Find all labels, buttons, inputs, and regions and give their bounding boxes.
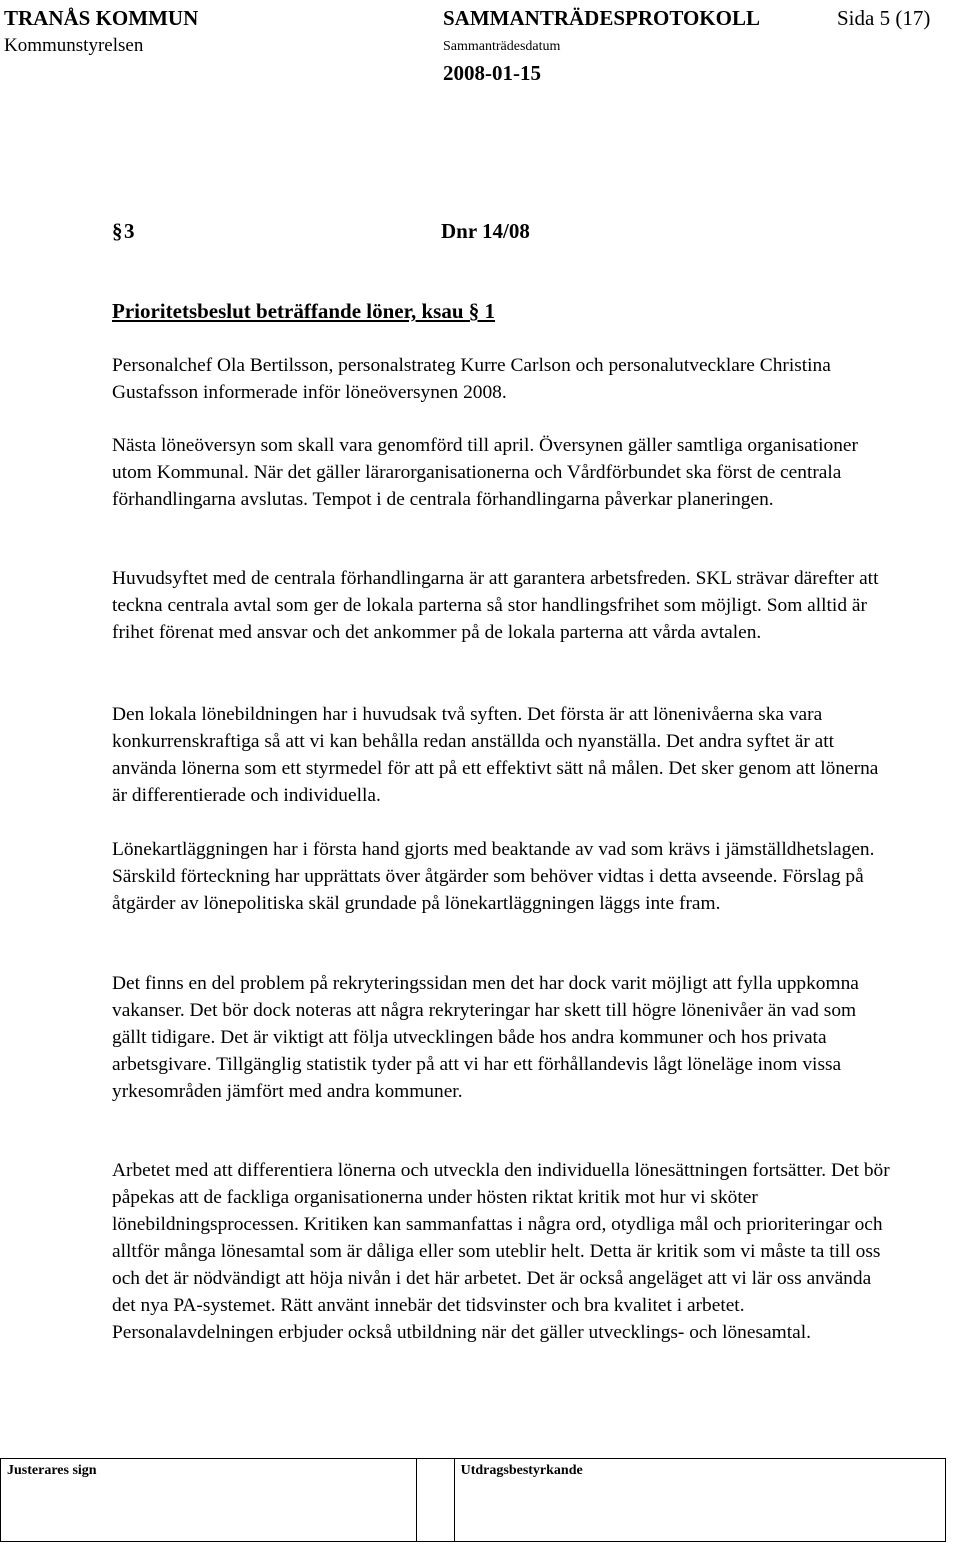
signature-spacer-cell [416,1459,454,1542]
signature-table [0,1458,946,1542]
paragraph: Personalchef Ola Bertilsson, personalstrateg Kurre Carlson och personalutvecklare Christina Gustafsson informerade inför löneöversynen 2008. [112,355,831,403]
paragraph: Lönekartläggningen har i första hand gjorts med beaktande av vad som krävs i jämställdhetslagen. Särskild förteckning har upprättats över åtgärder som behöver vidtas i detta avseende. Förslag på åtgärder av lönepolitiska skäl grundade på lönekartläggningen läggs inte fram. [112,839,875,914]
adjuster-signature-label: Justerares sign [7,1463,97,1478]
section-title: Prioritetsbeslut beträffande löner, ksau § 1 [112,299,496,323]
paragraph: Nästa löneöversyn som skall vara genomförd till april. Översynen gäller samtliga organisationer utom Kommunal. När det gäller lärarorganisationerna och Vårdförbundet ska först de centrala förhandlingarna avslutas. Tempot i de centrala förhandlingarna påverkar planeringen. [112,435,858,510]
section-symbol: § [112,219,123,243]
paragraph: Arbetet med att differentiera lönerna och utveckla den individuella lönesättningen fortsätter. Det bör påpekas att de fackliga organisationerna under hösten riktat kritik mot hur vi sköter lönebildningsprocessen. Kritiken kan sammanfattas i några ord, otydliga mål och prioriteringar och alltför många lönesamtal som är dåliga eller som uteblir helt. Detta är kritik som vi måste ta till oss och det är nödvändigt att höja nivån i det här arbetet. Det är också angeläget att vi lär oss använda det nya PA-systemet. Rätt använt innebär det tidsvinster och bra kvalitet i arbetet. Personalavdelningen erbjuder också utbildning när det gäller utvecklings- och lönesamtal. [112,1160,890,1343]
diary-number: Dnr 14/08 [441,219,530,243]
extract-cell [454,1459,945,1542]
extract-certification-label: Utdragsbestyrkande [460,1463,583,1478]
page-number: Sida 5 (17) [837,6,931,30]
section-number: 3 [124,219,135,243]
paragraph: Det finns en del problem på rekryteringssidan men det har dock varit möjligt att fylla uppkomna vakanser. Det bör dock noteras att några rekryteringar har skett till högre lönenivåer än vad som gällt tidigare. Det är viktigt att följa utvecklingen både hos andra kommuner och hos privata arbetsgivare. Tillgänglig statistik tyder på att vi har ett förhållandevis lågt löneläge inom vissa yrkesområden jämfört med andra kommuner. [112,973,859,1102]
organization-name: TRANÅS KOMMUN [4,6,199,30]
signature-cell [1,1459,417,1542]
paragraph: Den lokala lönebildningen har i huvudsak två syften. Det första är att lönenivåerna ska vara konkurrenskraftiga så att vi kan behålla redan anställda och nyanställa. Det andra syftet är att använda lönerna som ett styrmedel för att på ett effektivt sätt nå målen. Det sker genom att lönerna är differentierade och individuella. [112,704,879,806]
meeting-date-label: Sammanträdesdatum [443,39,561,54]
document-type: SAMMANTRÄDESPROTOKOLL [443,6,760,30]
board-name: Kommunstyrelsen [4,35,144,56]
paragraph: Huvudsyftet med de centrala förhandlingarna är att garantera arbetsfreden. SKL strävar därefter att teckna centrala avtal som ger de lokala parterna så stor handlingsfrihet som möjligt. Som alltid är frihet förenat med ansvar och det ankommer på de lokala parterna att vårda avtalen. [112,568,879,643]
meeting-date: 2008-01-15 [443,61,541,85]
